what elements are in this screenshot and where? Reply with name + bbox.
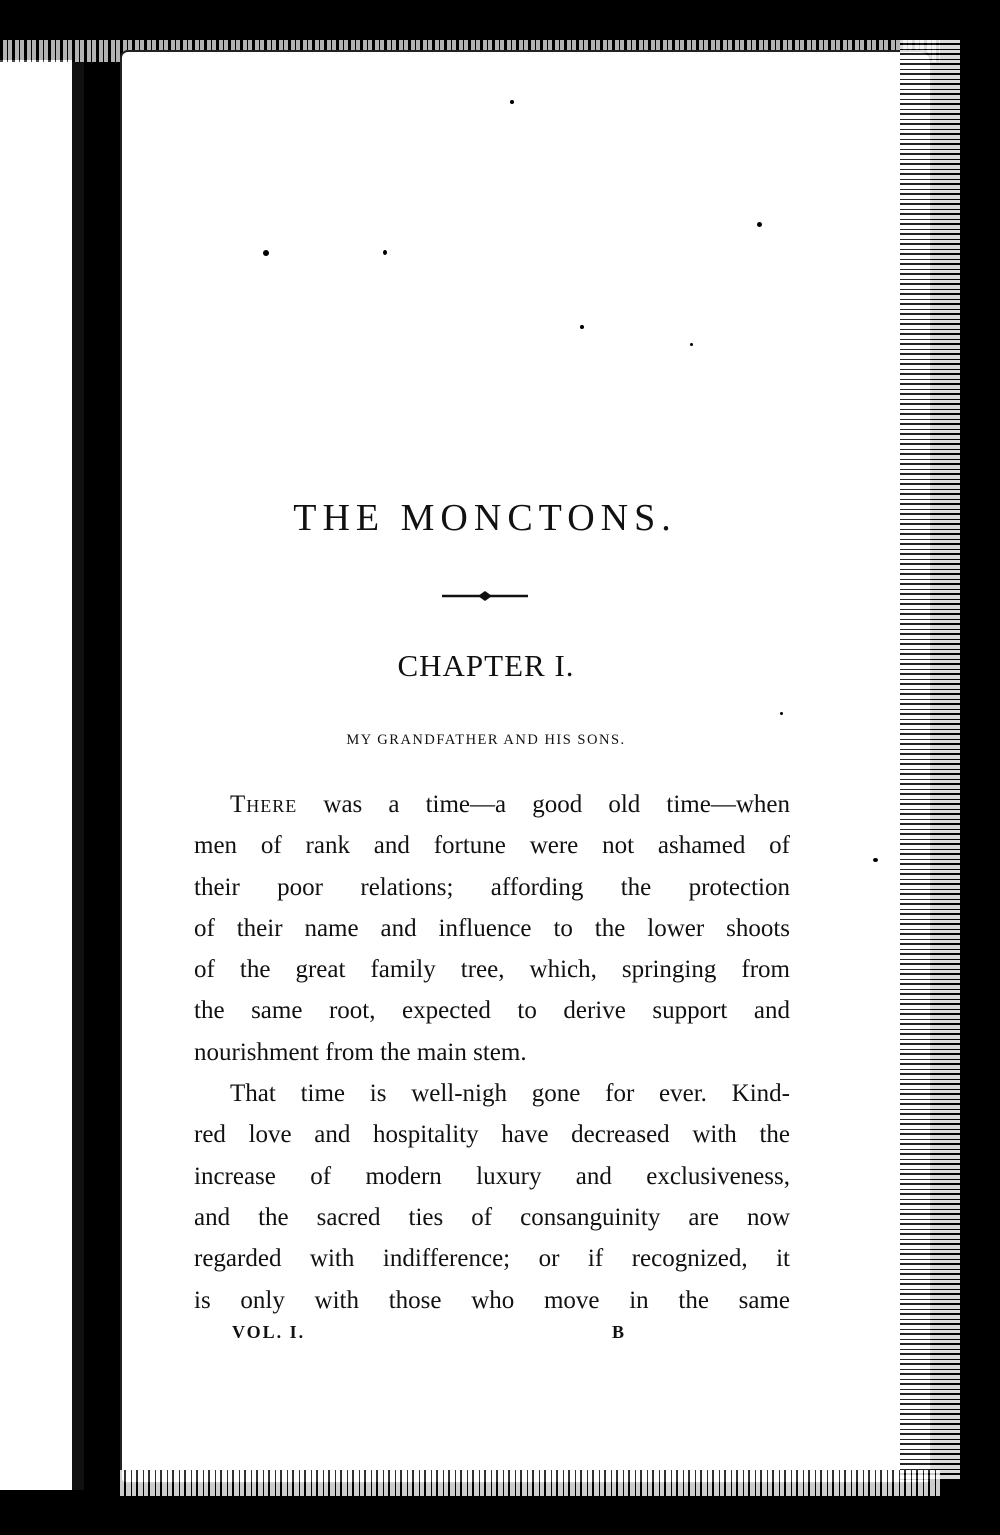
scan-speck bbox=[510, 100, 514, 104]
text-line: regarded with indifference; or if recognized, it bbox=[194, 1245, 790, 1273]
footer-signature-mark: B bbox=[612, 1322, 625, 1342]
scan-noise-right bbox=[900, 40, 960, 1480]
scan-speck bbox=[263, 250, 269, 256]
facing-page-edge bbox=[0, 60, 82, 1490]
text-line: There was a time—a good old time—when bbox=[230, 791, 790, 818]
text-line: men of rank and fortune were not ashamed of bbox=[194, 832, 790, 860]
body-text bbox=[194, 784, 790, 1321]
chapter-subtitle: MY GRANDFATHER AND HIS SONS. bbox=[346, 732, 626, 748]
footer-volume: VOL. I. bbox=[232, 1322, 306, 1342]
scan-speck bbox=[580, 325, 584, 329]
text-line: of their name and influence to the lower shoots bbox=[194, 914, 790, 942]
text-line: of the great family tree, which, springing from bbox=[194, 956, 790, 984]
text-line: red love and hospitality have decreased with the bbox=[194, 1121, 790, 1149]
title-ornament-rule bbox=[442, 586, 528, 606]
text-line: increase of modern luxury and exclusiveness, bbox=[194, 1162, 790, 1190]
scan-speck bbox=[383, 250, 387, 255]
scan-speck bbox=[690, 343, 693, 346]
paragraph bbox=[194, 1073, 790, 1321]
scan-speck bbox=[780, 712, 783, 715]
text-line: the same root, expected to derive support and bbox=[194, 997, 790, 1025]
text-line: their poor relations; affording the protection bbox=[194, 873, 790, 901]
text-line: nourishment from the main stem. bbox=[194, 1038, 527, 1066]
book-title: THE MONCTONS. bbox=[293, 497, 677, 539]
opening-word: There bbox=[230, 791, 298, 818]
text-line: That time is well-nigh gone for ever. Kind- bbox=[230, 1080, 790, 1108]
scan-speck bbox=[873, 858, 878, 862]
scan-noise-bottom bbox=[120, 1470, 940, 1496]
scan-speck bbox=[757, 222, 762, 227]
text-line: and the sacred ties of consanguinity are now bbox=[194, 1203, 790, 1231]
text-line: is only with those who move in the same bbox=[194, 1286, 790, 1314]
paragraph bbox=[194, 784, 790, 1073]
chapter-heading: CHAPTER I. bbox=[397, 648, 575, 683]
